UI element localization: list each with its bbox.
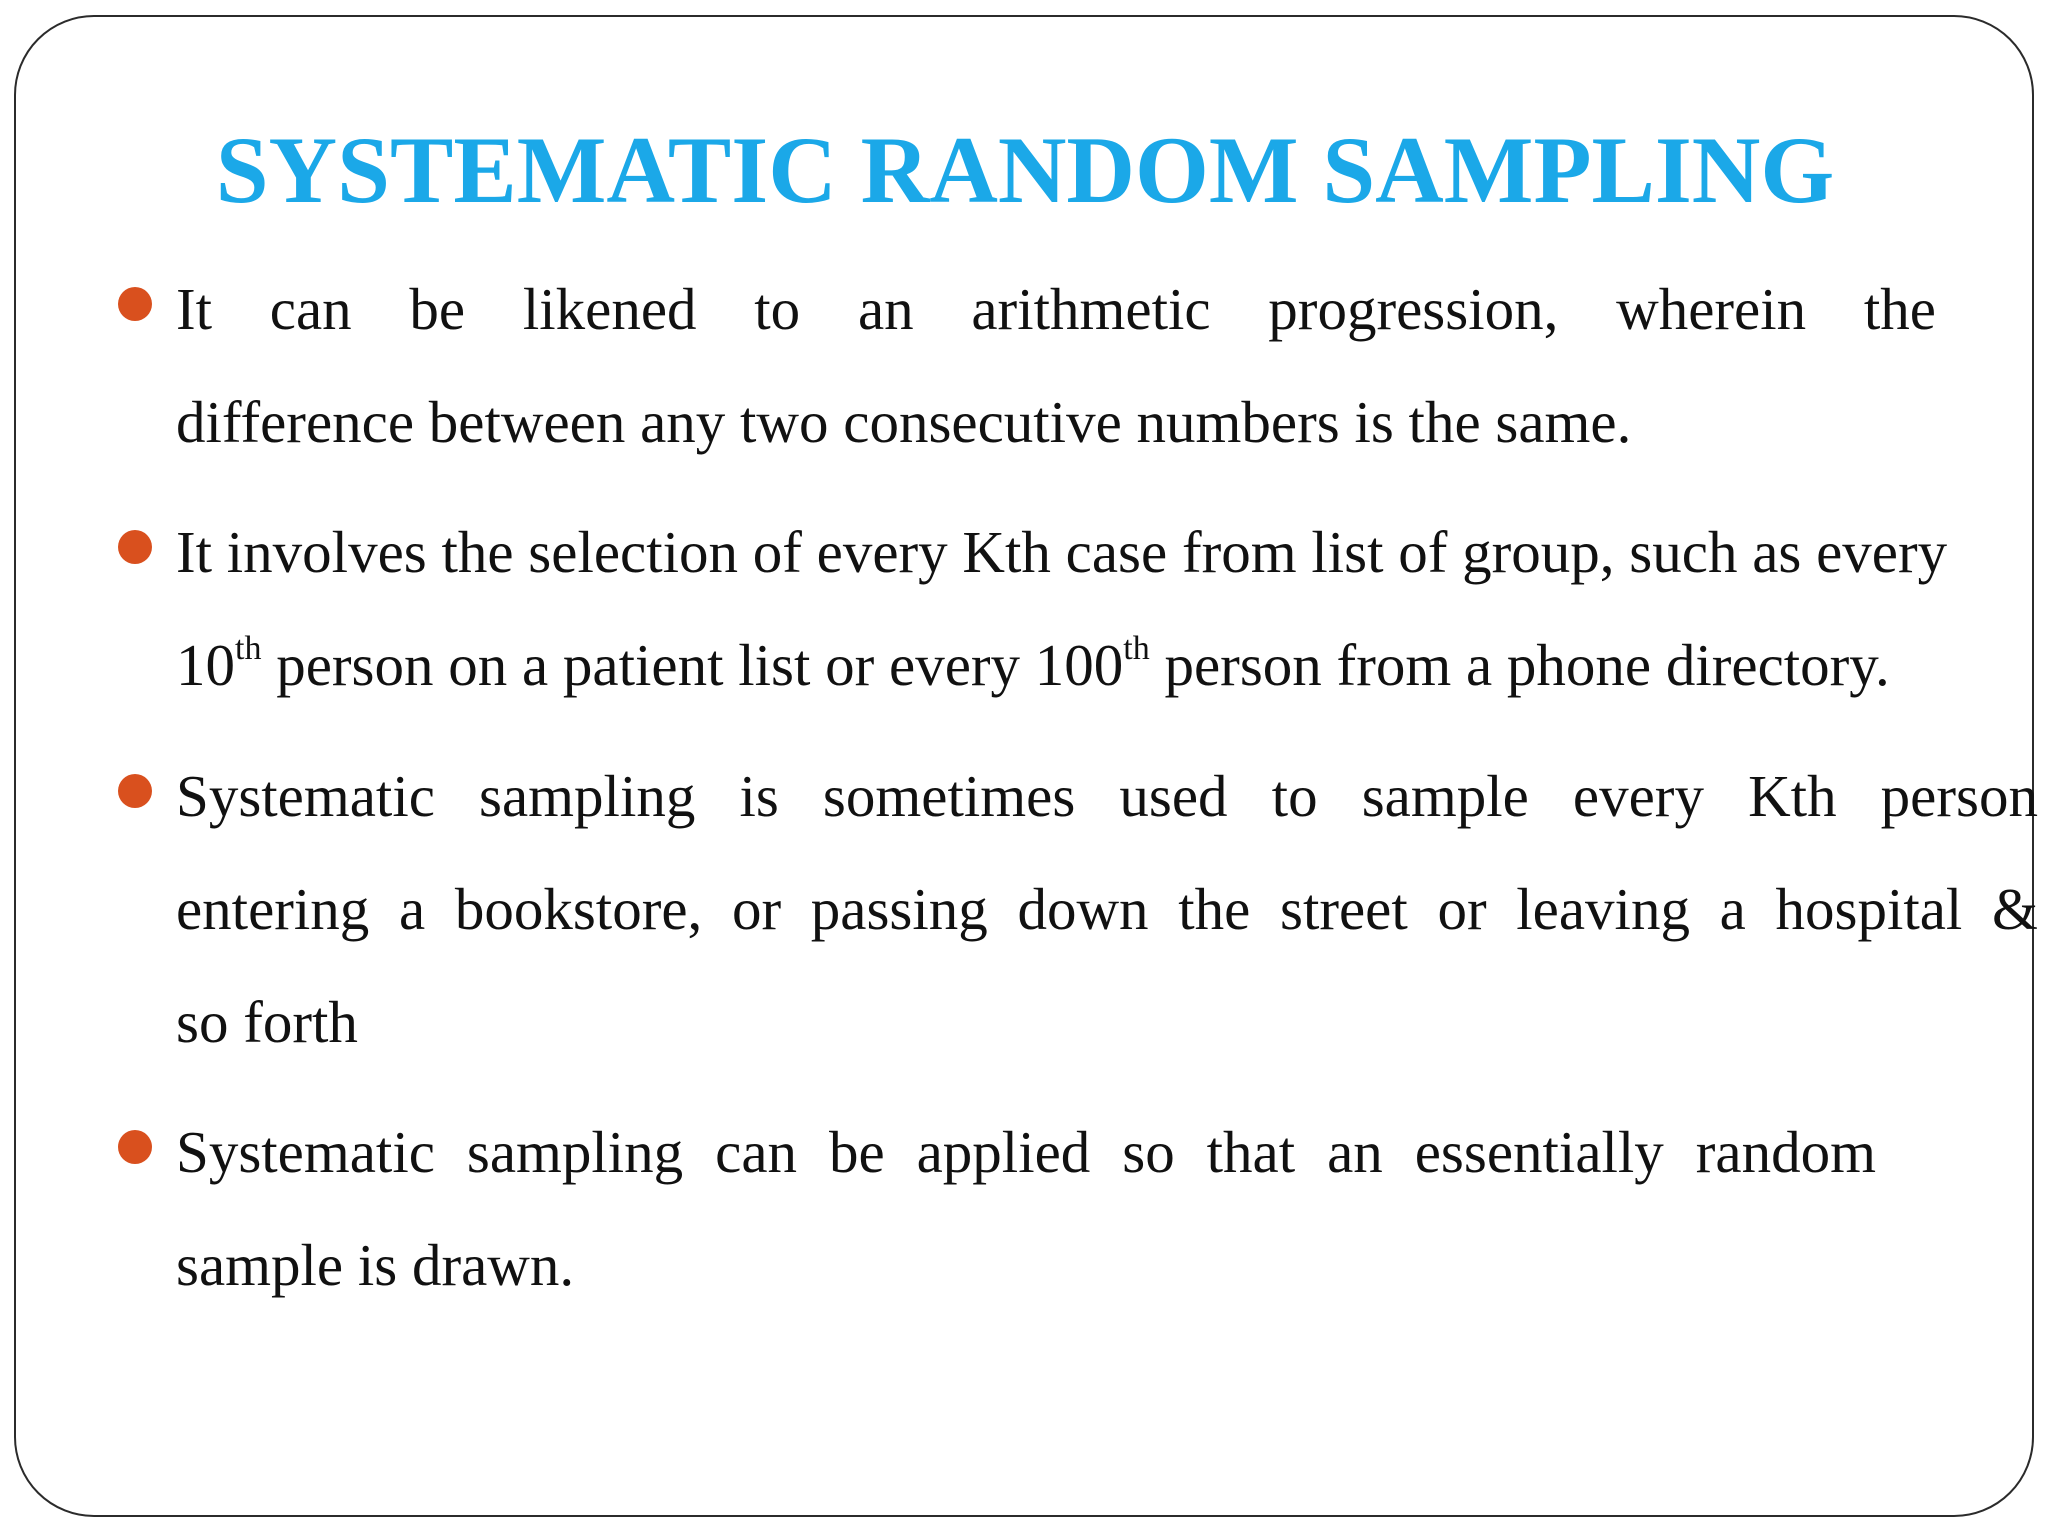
word: bookstore, <box>454 876 703 942</box>
word: Kth <box>1748 763 1837 829</box>
slide-title: SYSTEMATIC RANDOM SAMPLING <box>215 117 1835 223</box>
word: street <box>1280 876 1408 942</box>
word: essentially <box>1414 1119 1664 1185</box>
word: passing <box>810 876 988 942</box>
bullet-4-line-1 <box>176 1096 1876 1209</box>
word: & <box>1991 876 2038 942</box>
word: be <box>828 1119 885 1185</box>
word: It <box>176 276 213 342</box>
word: an <box>1327 1119 1383 1185</box>
word: sampling <box>479 763 696 829</box>
word: wherein <box>1616 276 1807 342</box>
bullet-2-line-1: It involves the selection of every Kth case from list of group, such as every <box>176 519 1948 585</box>
word: entering <box>176 876 370 942</box>
bullet-text-1 <box>176 253 1936 479</box>
word: can <box>269 276 352 342</box>
word: arithmetic <box>971 276 1211 342</box>
word: Systematic <box>176 1119 435 1185</box>
word: or <box>731 876 782 942</box>
word: an <box>857 276 914 342</box>
word: hospital <box>1775 876 1963 942</box>
word: progression, <box>1268 276 1559 342</box>
ordinal-suffix: th <box>235 630 262 667</box>
word: used <box>1119 763 1228 829</box>
word: to <box>754 276 801 342</box>
bullet-dot-icon <box>118 287 152 321</box>
word: is <box>739 763 779 829</box>
word: every <box>1572 763 1704 829</box>
bullet-text-4 <box>176 1096 1876 1322</box>
word: sometimes <box>822 763 1076 829</box>
text-segment: person on a patient list or every 100 <box>261 632 1124 698</box>
word: person <box>1880 763 2038 829</box>
text-segment: 10 <box>176 632 235 698</box>
bullet-text-3 <box>176 740 2038 1079</box>
bullet-3-line-1 <box>176 740 2038 853</box>
word: likened <box>522 276 697 342</box>
bullet-1-line-2: difference between any two consecutive numbers is the same. <box>176 389 1632 455</box>
word: so <box>1122 1119 1175 1185</box>
word: the <box>1863 276 1936 342</box>
word: that <box>1206 1119 1296 1185</box>
bullet-3-line-3: so forth <box>176 989 358 1055</box>
word: leaving <box>1516 876 1690 942</box>
word: random <box>1695 1119 1876 1185</box>
text-segment: person from a phone directory. <box>1149 632 1890 698</box>
bullet-text-2 <box>176 496 2048 722</box>
word: the <box>1178 876 1251 942</box>
word: be <box>409 276 466 342</box>
word: to <box>1271 763 1318 829</box>
bullet-4-line-2: sample is drawn. <box>176 1232 575 1298</box>
word: or <box>1437 876 1487 942</box>
word: sample <box>1361 763 1529 829</box>
word: can <box>715 1119 798 1185</box>
bullet-dot-icon <box>118 530 152 564</box>
ordinal-suffix: th <box>1123 630 1150 667</box>
word: a <box>398 876 426 942</box>
slide-frame <box>14 15 2038 1517</box>
bullet-2-line-2 <box>176 609 2048 722</box>
word: Systematic <box>176 763 435 829</box>
word: sampling <box>466 1119 684 1185</box>
bullet-3-line-2 <box>176 853 2038 966</box>
bullet-dot-icon <box>118 1130 152 1164</box>
word: down <box>1017 876 1149 942</box>
bullet-1-line-1 <box>176 253 1936 366</box>
word: a <box>1719 876 1746 942</box>
word: applied <box>916 1119 1091 1185</box>
bullet-dot-icon <box>118 774 152 808</box>
